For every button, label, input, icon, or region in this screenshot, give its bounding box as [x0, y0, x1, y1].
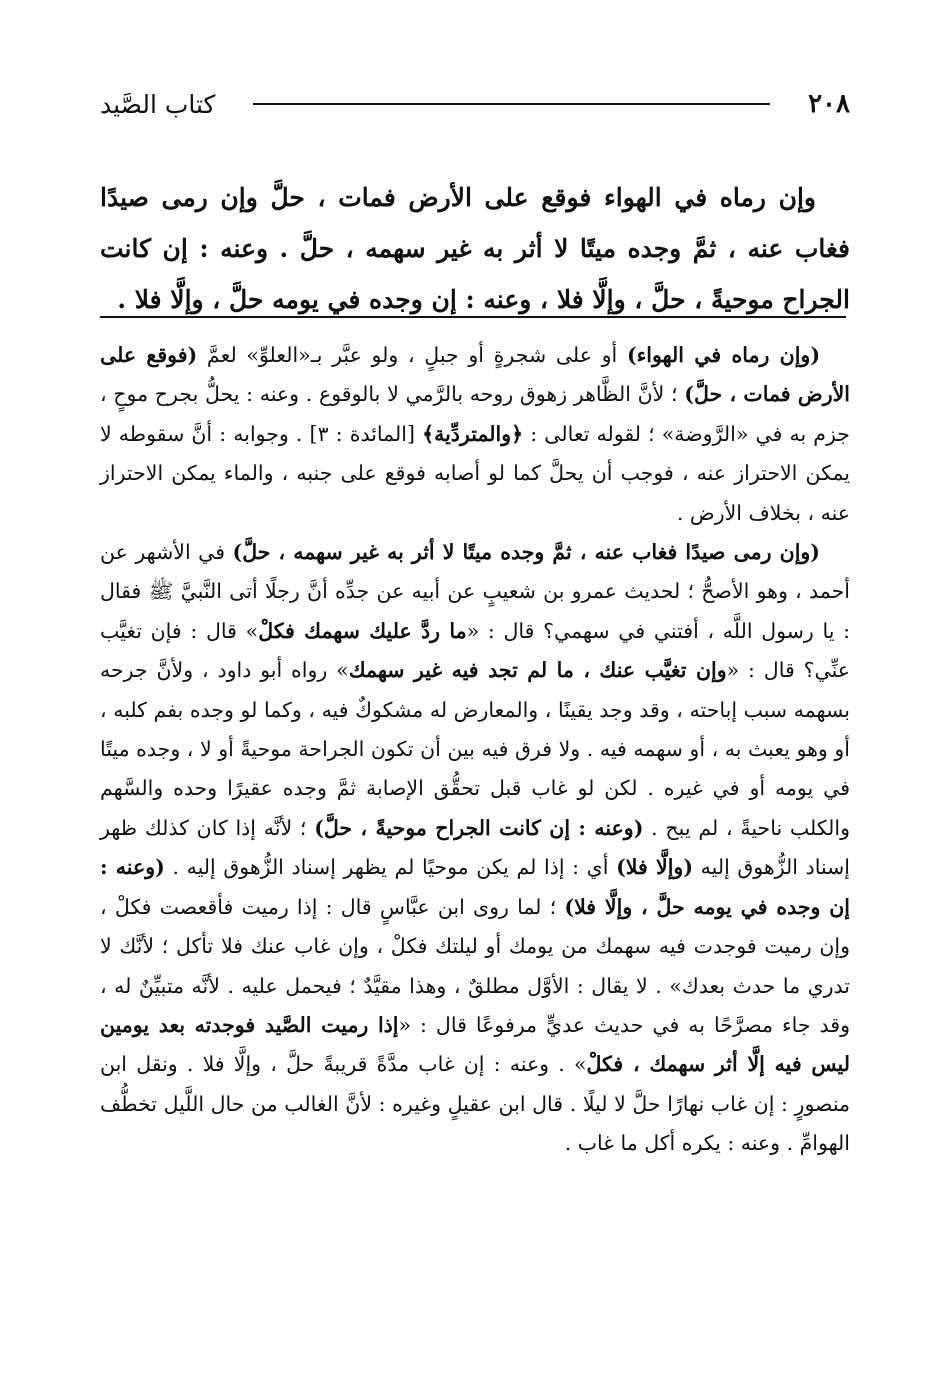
bold-quote: إذا رميت الصَّيد فوجدته بعد يومين ليس فيه إلَّا أثر سهمك ، فكلْ	[100, 1012, 850, 1077]
commentary	[100, 336, 850, 1164]
text-divider	[100, 316, 846, 318]
main-text-paragraph: وإن رماه في الهواء فوقع على الأرض فمات ، حلَّ وإن رمى صيدًا فغاب عنه ، ثمَّ وجده ميتًا لا أثر به غير سهمه ، حلَّ . وعنه : إن كانت الجراح موحيةً ، حلَّ ، وإلَّا فلا ، وعنه : إن وجده في يومه حلَّ ، وإلَّا فلا .	[100, 183, 850, 314]
commentary-text: ؛ لأنَّ الظَّاهر زهوق روحه بالرَّمي لا بالوقوع . وعنه : يحلُّ بجرح موحٍ ، جزم به في «الرَّوضة» ؛ لقوله تعالى :	[100, 382, 850, 446]
commentary-text: أو على شجرةٍ أو جبلٍ ، ولو عبَّر بـ«العلوِّ» لعمَّ	[197, 343, 627, 367]
bold-quote: ما ردَّ عليك سهمك فكلْ	[258, 618, 467, 643]
commentary-text: » رواه أبو داود ، ولأنَّ جرحه بسهمه سبب إباحته ، وقد وجد يقينًا ، والمعارض له مشكوكٌ فيه ، وكما لو وجده بفم كلبه ، أو وهو يعبث به ، أو سهمه فيه . ولا فرق فيه بين أن تكون الجراحة موحيةً أو لا ، وجده ميتًا في يومه أو في غيره . لكن لو غاب قبل تحقُّق الإصابة ثمَّ وجده عقيرًا وحده والسَّهم والكلب ناحيةً ، لم يبح .	[100, 658, 850, 840]
commentary-text: ؛ لأنَّه إذا كان كذلك ظهر إسناد الزُّهوق إليه	[100, 815, 851, 880]
main-text	[100, 172, 850, 325]
running-title: كتاب الصَّيد	[100, 89, 216, 119]
commentary-paragraph	[100, 533, 850, 1164]
commentary-text: في الأشهر عن أحمد ، وهو الأصحُّ ؛ لحديث عمرو بن شعيبٍ عن أبيه عن جدِّه أنَّ رجلًا أتى النَّبيَّ ﷺ فقال : يا رسول اللَّه ، أفتني في سهمي؟ قال : «	[100, 540, 851, 643]
header-rule	[253, 103, 770, 105]
page-number: ٢٠٨	[808, 89, 850, 119]
bold-quote: (وإن رماه في الهواء)	[626, 343, 821, 367]
bold-quote: (فوقع على الأرض فمات ، حلَّ)	[100, 343, 850, 407]
bold-quote: (وعنه : إن وجده في يومه حلَّ ، وإلَّا فلا)	[100, 855, 850, 919]
page-header	[100, 84, 850, 124]
commentary-text: [المائدة : ٣] . وجوابه : أنَّ سقوطه لا يمكن الاحتراز عنه ، فوجب أن يحلَّ كما لو أصابه فوقع على جنبه ، والماء يمكن الاحتراز عنه ، بخلاف الأرض .	[100, 421, 850, 525]
bold-quote: (وعنه : إن كانت الجراح موحيةً ، حلَّ)	[314, 815, 644, 840]
commentary-paragraph	[100, 336, 850, 533]
bold-quote: (وإلَّا فلا)	[616, 855, 694, 880]
bold-quote: وإن تغيَّب عنك ، ما لم تجد فيه غير سهمك	[348, 658, 727, 683]
commentary-text: ؛ لما روى ابن عبَّاسٍ قال : إذا رميت فأقعصت فكلْ ، وإن رميت فوجدت فيه سهمك من يومك أو ليلتك فكلْ ، وإن غاب عنك فلا تأكل ؛ لأنَّك لا تدري ما حدث بعدك» . لا يقال : الأوَّل مطلقٌ ، وهذا مقيَّدٌ ؛ فيحمل عليه . لأنَّه متبيِّنٌ له ، وقد جاء مصرَّحًا به في حديث عديٍّ مرفوعًا قال : «	[100, 894, 850, 1037]
commentary-text: » . وعنه : إن غاب مدَّةً قريبةً حلَّ ، وإلَّا فلا . ونقل ابن منصورٍ : إن غاب نهارًا حلَّ لا ليلًا . قال ابن عقيلٍ وغيره : لأنَّ الغالب من حال اللَّيل تخطُّف الهوامِّ . وعنه : يكره أكل ما غاب .	[100, 1052, 850, 1156]
commentary-text: » قال : فإن تغيَّب عنِّي؟ قال : «	[100, 618, 850, 683]
commentary-text: أي : إذا لم يكن موحيًا لم يظهر إسناد الزُّهوق إليه .	[164, 855, 617, 880]
bold-quote: ﴿والمتردِّية﴾	[422, 421, 524, 446]
bold-quote: (وإن رمى صيدًا فغاب عنه ، ثمَّ وجده ميتًا لا أثر به غير سهمه ، حلَّ)	[232, 540, 820, 565]
